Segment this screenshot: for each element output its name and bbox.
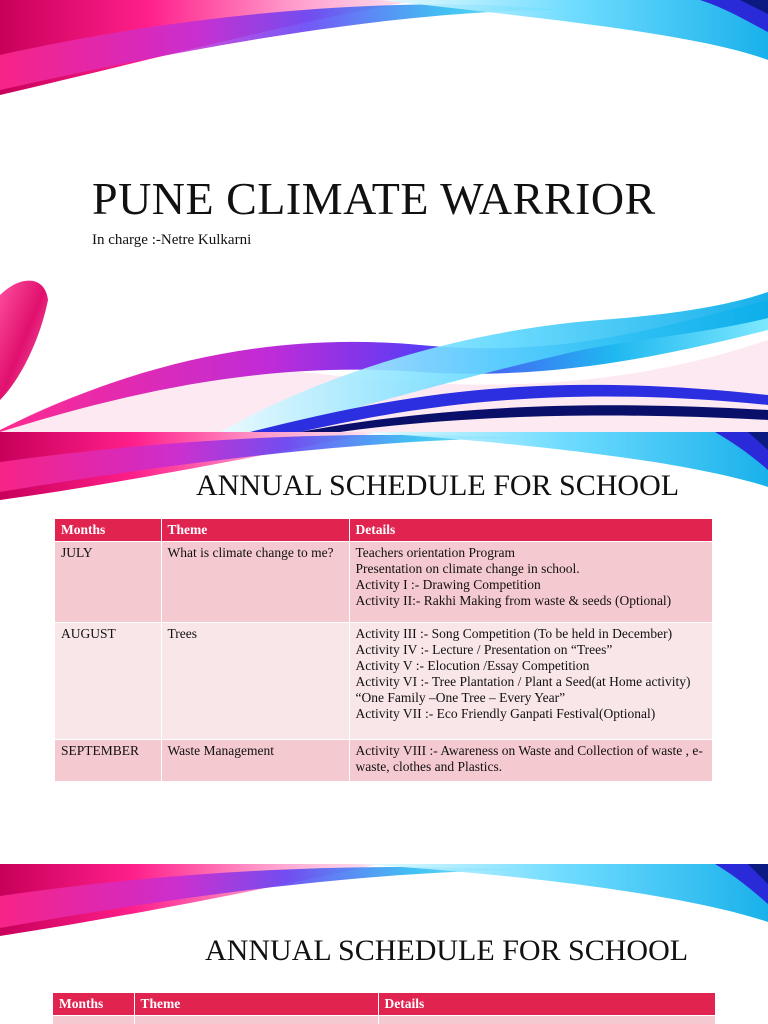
details-cell	[349, 740, 712, 782]
detail-line: Activity I :- Drawing Competition	[355, 577, 541, 592]
detail-line: Activity V :- Elocution /Essay Competition	[355, 658, 590, 673]
column-header-months: Months	[55, 519, 161, 542]
month-cell-clipped	[53, 1016, 134, 1024]
schedule-table	[53, 993, 716, 1024]
detail-line: Teachers orientation Program	[355, 545, 515, 560]
column-header-details: Details	[378, 993, 715, 1016]
column-header-months: Months	[53, 993, 134, 1016]
details-cell	[349, 623, 712, 740]
slide-title: PUNE CLIMATE WARRIOR	[92, 173, 656, 224]
month-cell: SEPTEMBER	[55, 740, 161, 782]
detail-line: Activity IV :- Lecture / Presentation on “Trees”	[355, 642, 613, 657]
schedule-slide-continued	[0, 864, 768, 1024]
column-header-theme: Theme	[161, 519, 349, 542]
detail-line: Presentation on climate change in school.	[355, 561, 580, 576]
theme-cell-clipped	[134, 1016, 378, 1024]
schedule-slide	[0, 432, 768, 864]
column-header-theme: Theme	[134, 993, 378, 1016]
detail-line: “One Family –One Tree – Every Year”	[355, 690, 566, 705]
table-row-clipped	[53, 1016, 715, 1024]
detail-line: Activity VII :- Eco Friendly Ganpati Festival(Optional)	[355, 706, 656, 721]
table-header-row	[55, 519, 712, 542]
detail-line: Activity VIII :- Awareness on Waste and Collection of waste , e- waste, clothes and Plastics.	[355, 743, 703, 774]
table-header-row	[53, 993, 715, 1016]
table-row	[55, 623, 712, 740]
slide-heading: ANNUAL SCHEDULE FOR SCHOOL	[196, 469, 680, 502]
table-row	[55, 542, 712, 623]
slide-heading: ANNUAL SCHEDULE FOR SCHOOL	[205, 934, 689, 967]
title-slide	[0, 0, 768, 432]
detail-line: Activity VI :- Tree Plantation / Plant a Seed(at Home activity)	[355, 674, 691, 689]
table-row	[55, 740, 712, 782]
detail-line: Activity II:- Rakhi Making from waste & seeds (Optional)	[355, 593, 672, 608]
theme-cell: Trees	[161, 623, 349, 740]
theme-cell: What is climate change to me?	[161, 542, 349, 623]
month-cell: AUGUST	[55, 623, 161, 740]
details-cell-clipped	[378, 1016, 715, 1024]
slide-subtitle: In charge :-Netre Kulkarni	[92, 232, 252, 248]
details-cell	[349, 542, 712, 623]
schedule-table	[55, 519, 713, 781]
detail-line: Activity III :- Song Competition (To be held in December)	[355, 626, 673, 641]
month-cell: JULY	[55, 542, 161, 623]
theme-cell: Waste Management	[161, 740, 349, 782]
column-header-details: Details	[349, 519, 712, 542]
